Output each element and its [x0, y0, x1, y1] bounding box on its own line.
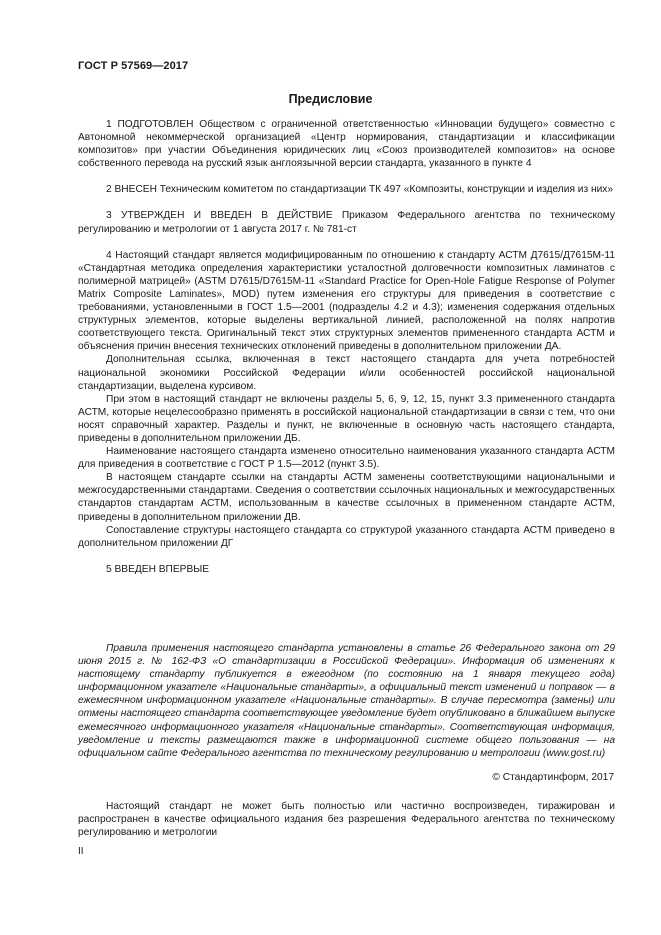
copyright: © Стандартинформ, 2017 [492, 772, 614, 783]
paragraph-4-references: В настоящем стандарте ссылки на стандарты АСТМ заменены соответствующими национальными и межгосударственными стандартами. Сведения о соответствии ссылочных национальных и межгосударственных стандартов стандартам АСТМ, использованным в качестве ссылочных в примененном стандарте АСТМ, приведены в дополнительном приложении ДВ. [78, 472, 615, 523]
paragraph-4-additional-reference: Дополнительная ссылка, включенная в текст настоящего стандарта для учета потребностей национальной экономики Российской Федерации и/или особенностей российской национальной стандартизации, выделена курсивом. [78, 354, 615, 392]
document-header: ГОСТ Р 57569—2017 [78, 60, 189, 72]
reproduction-notice: Настоящий стандарт не может быть полностью или частично воспроизведен, тиражирован и распространен в качестве официального издания без разрешения Федерального агентства по техническому регулированию и метрологии [78, 801, 615, 839]
foreword-body [78, 118, 615, 576]
paragraph-4-structure-comparison: Сопоставление структуры настоящего стандарта со структурой указанного стандарта АСТМ приведено в дополнительном приложении ДГ [78, 524, 615, 549]
paragraph-4: 4 Настоящий стандарт является модифицированным по отношению к стандарту АСТМ Д7615/Д7615М-11 «Стандартная методика определения характеристики усталостной долговечности композитных ламинатов с полимерной матрицей» (ASTM D7615/D7615M-11 «Standard Practice for Open-Hole Fatigue Response of Polymer Matrix Composite Laminates», MOD) путем изменения его структуры для приведения в соответствие с требованиями, установленными в ГОСТ 1.5—2001 (подразделы 4.2 и 4.3); изменения содержания отдельных структурных элементов, которые выделены вертикальной линией, расположенной на полях напротив соответствующего текста. Оригинальный текст этих структурных элементов примененного стандарта АСТМ и объяснения причин внесения технических отклонений приведены в дополнительном приложении ДА. [78, 249, 615, 353]
page-title: Предисловие [288, 92, 373, 106]
page-number: II [78, 846, 84, 857]
paragraph-1: 1 ПОДГОТОВЛЕН Обществом с ограниченной ответственностью «Инновации будущего» совместно с Автономной некоммерческой организацией «Центр нормирования, стандартизации и классификации композитов» при участии Объединения юридических лиц «Союз производителей композитов» на основе собственного перевода на русский язык англоязычной версии стандарта, указанного в пункте 4 [78, 119, 615, 170]
paragraph-3: 3 УТВЕРЖДЕН И ВВЕДЕН В ДЕЙСТВИЕ Приказом Федерального агентства по техническому регулированию и метрологии от 1 августа 2017 г. № 781-ст [78, 210, 615, 235]
paragraph-2: 2 ВНЕСЕН Техническим комитетом по стандартизации ТК 497 «Композиты, конструкции и изделия из них» [106, 184, 614, 196]
paragraph-4-name-change: Наименование настоящего стандарта изменено относительно наименования указанного стандарта АСТМ для приведения в соответствие с ГОСТ Р 1.5—2012 (пункт 3.5). [78, 446, 615, 471]
application-rules-notice: Правила применения настоящего стандарта установлены в статье 26 Федерального закона от 29 июня 2015 г. № 162-ФЗ «О стандартизации в Российской Федерации». Информация об изменениях к настоящему стандарту публикуется в ежегодном (по состоянию на 1 января текущего года) информационном указателе «Национальные стандарты», а официальный текст изменений и поправок — в ежемесячном информационном указателе «Национальные стандарты». В случае пересмотра (замены) или отмены настоящего стандарта соответствующее уведомление будет опубликовано в ближайшем выпуске ежемесячного информационного указателя «Национальные стандарты». Соответствующая информация, уведомление и тексты размещаются также в информационной системе общего пользования — на официальном сайте Федерального агентства по техническому регулированию и метрологии (www.gost.ru) [78, 643, 615, 759]
paragraph-5: 5 ВВЕДЕН ВПЕРВЫЕ [106, 563, 210, 575]
paragraph-4-excluded-sections: При этом в настоящий стандарт не включены разделы 5, 6, 9, 12, 15, пункт 3.3 примененного стандарта АСТМ, которые нецелесообразно применять в российской национальной стандартизации в связи с тем, что они носят справочный характер. Разделы и пункт, не включенные в основную часть настоящего стандарта, приведены в дополнительном приложении ДБ. [78, 393, 615, 444]
